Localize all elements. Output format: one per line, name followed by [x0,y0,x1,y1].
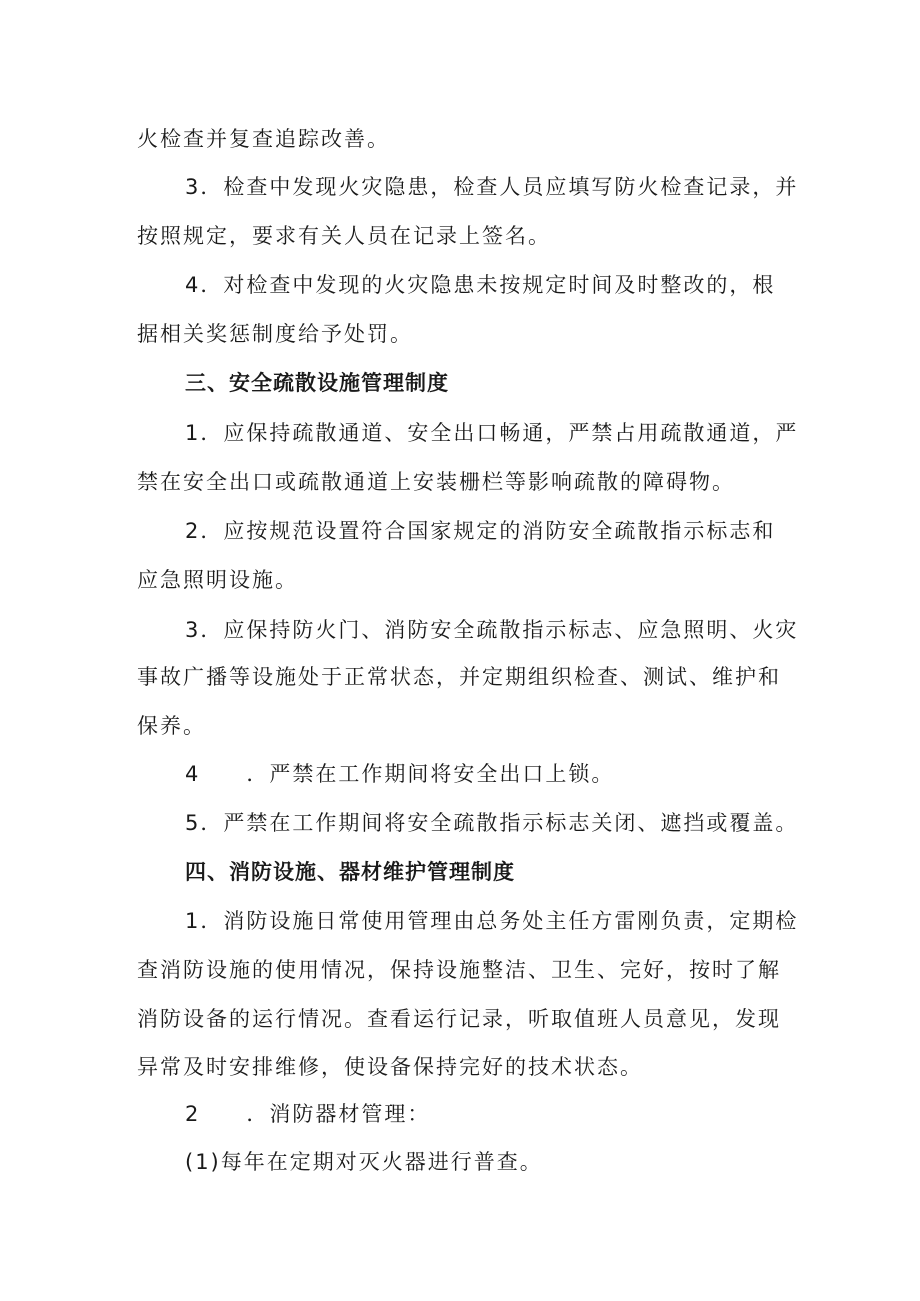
paragraph-line: 查消防设施的使用情况，保持设施整洁、卫生、完好，按时了解 [137,958,781,982]
paragraph-line: 消防设备的运行情况。查看运行记录，听取值班人员意见，发现 [137,1007,781,1031]
paragraph-line: 按照规定，要求有关人员在记录上签名。 [137,224,551,248]
paragraph-line: 应急照明设施。 [137,568,298,592]
paragraph-line: (1)每年在定期对灭火器进行普查。 [185,1150,543,1174]
paragraph-line: 3．应保持防火门、消防安全疏散指示标志、应急照明、火灾 [185,618,799,642]
paragraph-line: 1．应保持疏散通道、安全出口畅通，严禁占用疏散通道，严 [185,421,799,445]
section-heading: 四、消防设施、器材维护管理制度 [185,860,515,884]
section-heading: 三、安全疏散设施管理制度 [185,371,449,395]
paragraph-line: 2 ．消防器材管理： [185,1102,431,1126]
paragraph-line: 5．严禁在工作期间将安全疏散指示标志关闭、遮挡或覆盖。 [185,811,799,835]
paragraph-line: 据相关奖惩制度给予处罚。 [137,322,413,346]
paragraph-line: 2．应按规范设置符合国家规定的消防安全疏散指示标志和 [185,519,776,543]
paragraph-line: 3．检查中发现火灾隐患，检查人员应填写防火检查记录，并 [185,175,799,199]
paragraph-line: 1．消防设施日常使用管理由总务处主任方雷刚负责，定期检 [185,909,799,933]
paragraph-line: 禁在安全出口或疏散通道上安装栅栏等影响疏散的障碍物。 [137,470,735,494]
paragraph-line: 事故广播等设施处于正常状态，并定期组织检查、测试、维护和 [137,665,781,689]
paragraph-line: 异常及时安排维修，使设备保持完好的技术状态。 [137,1055,643,1079]
paragraph-line: 火检查并复查追踪改善。 [137,127,390,151]
paragraph-line: 保养。 [137,714,206,738]
paragraph-line: 4．对检查中发现的火灾隐患未按规定时间及时整改的，根 [185,273,776,297]
paragraph-line: 4 ．严禁在工作期间将安全出口上锁。 [185,762,615,786]
